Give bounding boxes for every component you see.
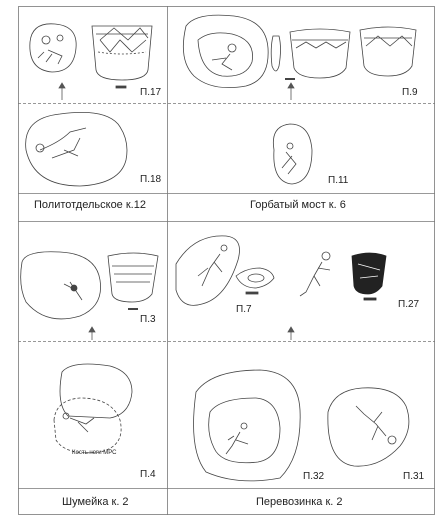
grave-p31 xyxy=(328,388,409,466)
label-p31: П.31 xyxy=(403,471,425,482)
label-p27: П.27 xyxy=(398,299,420,310)
pot-p9-b xyxy=(360,27,416,76)
grave-p18 xyxy=(26,112,127,186)
site-perevozinka: Перевозинка к. 2 xyxy=(256,496,343,508)
grave-p17 xyxy=(30,24,76,72)
label-p18: П.18 xyxy=(140,174,162,185)
label-p32: П.32 xyxy=(303,471,325,482)
grave-p7 xyxy=(176,236,240,306)
scale-bar-p9 xyxy=(285,78,295,80)
label-p17: П.17 xyxy=(140,87,162,98)
grave-p4 xyxy=(54,364,132,453)
pot-p3 xyxy=(108,253,158,302)
label-p7: П.7 xyxy=(236,304,252,315)
scale-bar-p17 xyxy=(116,86,126,88)
pot-p27 xyxy=(352,253,386,300)
pot-p17 xyxy=(92,26,152,80)
pot-p9-a xyxy=(290,29,350,78)
site-politotdelskoe: Политотдельское к.12 xyxy=(34,199,146,211)
grave-p9 xyxy=(183,15,268,88)
label-p11: П.11 xyxy=(328,175,349,186)
grave-p3 xyxy=(21,252,101,319)
note-bone: Кость ноги МРС xyxy=(72,450,117,456)
grave-p32 xyxy=(194,370,301,481)
label-p4: П.4 xyxy=(140,469,156,480)
skeleton-p27 xyxy=(300,252,330,296)
site-gorbatyi-most: Горбатый мост к. 6 xyxy=(250,199,346,211)
label-p9: П.9 xyxy=(402,87,418,98)
site-shumeika: Шумейка к. 2 xyxy=(62,496,129,508)
arrows xyxy=(59,83,294,340)
scale-bar-p3 xyxy=(128,308,138,310)
grave-p11 xyxy=(273,124,312,184)
vessel-small-p9 xyxy=(271,36,280,71)
bead-p7 xyxy=(236,268,274,294)
label-p3: П.3 xyxy=(140,314,156,325)
